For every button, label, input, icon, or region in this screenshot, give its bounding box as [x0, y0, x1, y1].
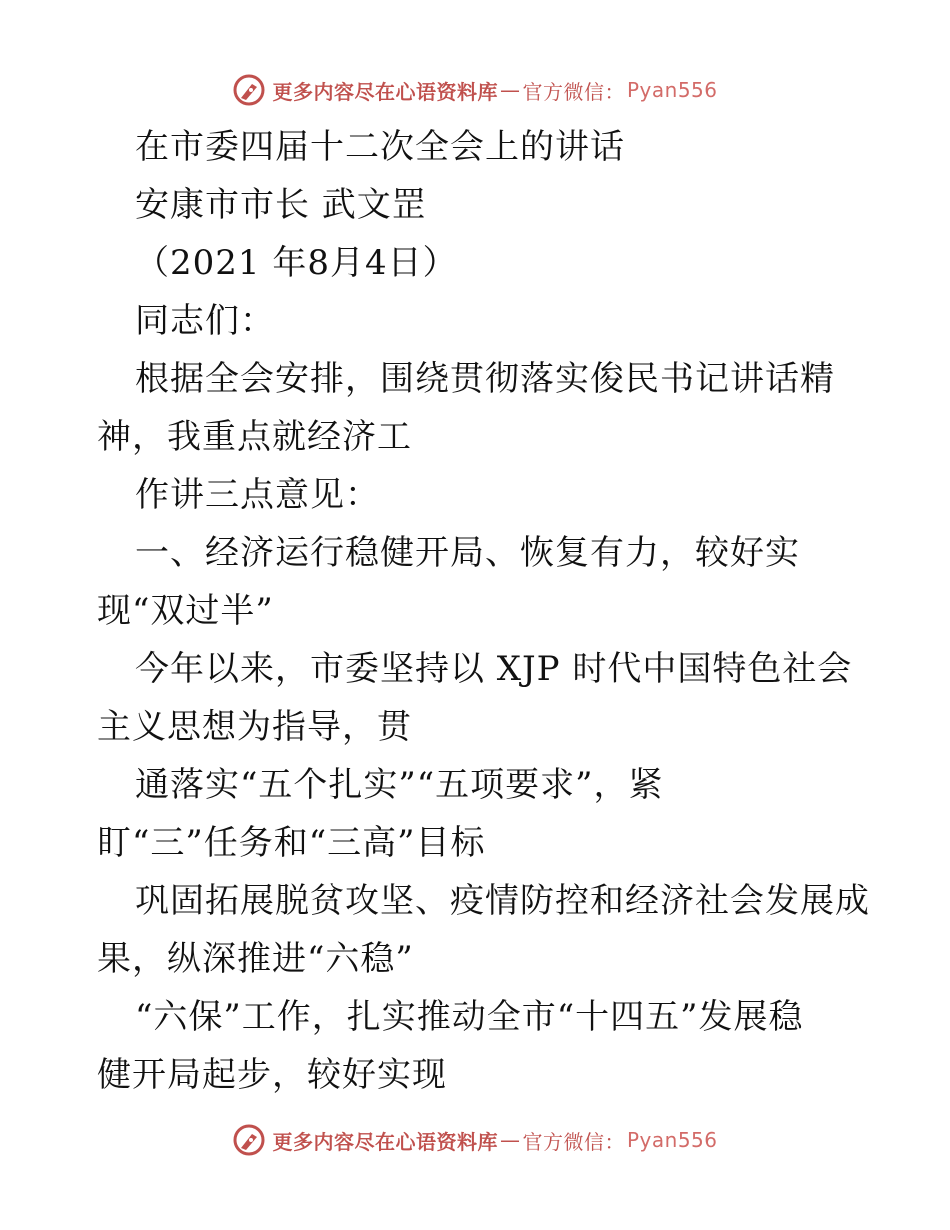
section-heading-line: 现“双过半”: [97, 591, 274, 631]
paragraph-line: 主义思想为指导，贯: [97, 707, 412, 747]
section-heading-line: 一、经济运行稳健开局、恢复有力，较好实: [135, 533, 800, 573]
paragraph-line: 根据全会安排，围绕贯彻落实俊民书记讲话精: [135, 359, 835, 399]
paragraph-line: 今年以来，市委坚持以 XJP 时代中国特色社会: [135, 649, 853, 689]
watermark-main-text: 更多内容尽在心语资料库: [272, 79, 498, 104]
watermark-wechat-id: Pyan556: [626, 1128, 718, 1152]
paragraph-line: 通落实“五个扎实”“五项要求”，紧: [135, 765, 664, 805]
watermark-dash: —: [499, 78, 521, 102]
paragraph-line: “六保”工作，扎实推动全市“十四五”发展稳: [135, 997, 804, 1037]
pen-nib-logo-icon: [232, 73, 266, 107]
pen-nib-logo-icon: [232, 1123, 266, 1157]
paragraph-line: 巩固拓展脱贫攻坚、疫情防控和经济社会发展成: [135, 881, 870, 921]
document-author: 安康市市长 武文罡: [135, 185, 427, 225]
watermark-wechat-id: Pyan556: [626, 78, 718, 102]
header-watermark: [0, 70, 950, 110]
paragraph-line: 健开局起步，较好实现: [97, 1055, 447, 1095]
paragraph-line: 盯“三”任务和“三高”目标: [97, 823, 486, 863]
document-date: （2021 年8月4日）: [135, 243, 458, 283]
document-body: [97, 118, 870, 1104]
watermark-main-text: 更多内容尽在心语资料库: [272, 1129, 498, 1154]
document-title: 在市委四届十二次全会上的讲话: [135, 127, 625, 167]
paragraph-line: 神，我重点就经济工: [97, 417, 412, 457]
footer-watermark: [0, 1120, 950, 1160]
watermark-wechat-label: 官方微信：: [522, 79, 625, 104]
paragraph-line: 果，纵深推进“六稳”: [97, 939, 414, 979]
watermark-wechat-label: 官方微信：: [522, 1129, 625, 1154]
salutation: 同志们：: [135, 301, 275, 341]
paragraph-line: 作讲三点意见：: [135, 475, 380, 515]
watermark-dash: —: [499, 1128, 521, 1152]
